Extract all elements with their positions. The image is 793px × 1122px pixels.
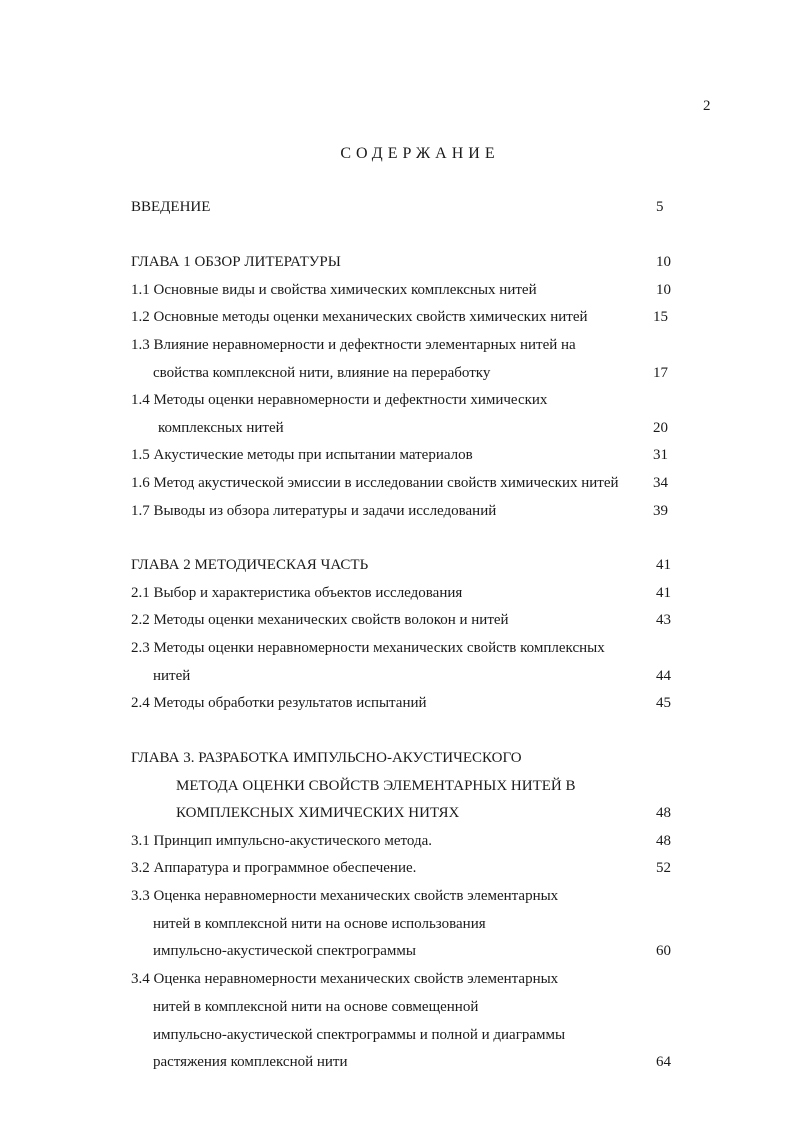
toc-entry-line: 3.4 Оценка неравномерности механических свойств элементарных xyxy=(131,971,559,987)
toc-entry-line: импульсно-акустической спектрограммы xyxy=(153,943,416,959)
toc-page-number: 5 xyxy=(656,199,664,215)
toc-entry-line: ГЛАВА 1 ОБЗОР ЛИТЕРАТУРЫ xyxy=(131,254,341,270)
toc-page-number: 39 xyxy=(653,503,668,519)
toc-page-number: 41 xyxy=(656,557,671,573)
toc-entry-line: 2.1 Выбор и характеристика объектов исследования xyxy=(131,585,463,601)
toc-entry-line: ВВЕДЕНИЕ xyxy=(131,199,211,215)
page-title: СОДЕРЖАНИЕ xyxy=(340,145,500,162)
toc-entry-line: 1.7 Выводы из обзора литературы и задачи исследований xyxy=(131,503,497,519)
toc-page-number: 64 xyxy=(656,1054,671,1070)
toc-page-number: 52 xyxy=(656,860,671,876)
toc-entry-line: ГЛАВА 3. РАЗРАБОТКА ИМПУЛЬСНО-АКУСТИЧЕСКОГО xyxy=(131,750,522,766)
toc-entry-line: 2.4 Методы обработки результатов испытаний xyxy=(131,695,427,711)
toc-page-number: 31 xyxy=(653,447,668,463)
toc-entry-line: 2.2 Методы оценки механических свойств волокон и нитей xyxy=(131,612,509,628)
toc-entry-line: импульсно-акустической спектрограммы и полной и диаграммы xyxy=(153,1027,566,1043)
toc-entry-line: ГЛАВА 2 МЕТОДИЧЕСКАЯ ЧАСТЬ xyxy=(131,557,369,573)
toc-page-number: 45 xyxy=(656,695,671,711)
toc-entry-line: комплексных нитей xyxy=(158,420,284,436)
toc-page-number: 48 xyxy=(656,833,671,849)
toc-entry-line: 1.5 Акустические методы при испытании материалов xyxy=(131,447,473,463)
toc-page-number: 10 xyxy=(656,254,671,270)
toc-page-number: 10 xyxy=(656,282,671,298)
toc-page-number: 17 xyxy=(653,365,668,381)
toc-entry-line: 1.1 Основные виды и свойства химических комплексных нитей xyxy=(131,282,537,298)
page-number: 2 xyxy=(703,98,711,114)
toc-page-number: 20 xyxy=(653,420,668,436)
toc-entry-line: свойства комплексной нити, влияние на переработку xyxy=(153,365,491,381)
toc-entry-line: 3.1 Принцип импульсно-акустического метода. xyxy=(131,833,432,849)
toc-entry-line: 1.6 Метод акустической эмиссии в исследовании свойств химических нитей xyxy=(131,475,619,491)
toc-entry-line: 1.4 Методы оценки неравномерности и дефектности химических xyxy=(131,392,548,408)
toc-entry-line: растяжения комплексной нити xyxy=(153,1054,348,1070)
toc-entry-line: 3.3 Оценка неравномерности механических свойств элементарных xyxy=(131,888,559,904)
toc-entry-line: нитей xyxy=(153,668,191,684)
toc-entry-line: 1.2 Основные методы оценки механических свойств химических нитей xyxy=(131,309,588,325)
toc-page-number: 15 xyxy=(653,309,668,325)
toc-page-number: 34 xyxy=(653,475,668,491)
toc-page-number: 43 xyxy=(656,612,671,628)
toc-page-number: 44 xyxy=(656,668,671,684)
toc-entry-line: КОМПЛЕКСНЫХ ХИМИЧЕСКИХ НИТЯХ xyxy=(176,805,460,821)
toc-entry-line: 3.2 Аппаратура и программное обеспечение. xyxy=(131,860,417,876)
toc-entry-line: 2.3 Методы оценки неравномерности механических свойств комплексных xyxy=(131,640,605,656)
toc-page-number: 60 xyxy=(656,943,671,959)
toc-entry-line: нитей в комплексной нити на основе использования xyxy=(153,916,486,932)
toc-entry-line: 1.3 Влияние неравномерности и дефектности элементарных нитей на xyxy=(131,337,576,353)
toc-page-number: 41 xyxy=(656,585,671,601)
toc-entry-line: нитей в комплексной нити на основе совмещенной xyxy=(153,999,479,1015)
toc-page-number: 48 xyxy=(656,805,671,821)
toc-entry-line: МЕТОДА ОЦЕНКИ СВОЙСТВ ЭЛЕМЕНТАРНЫХ НИТЕЙ В xyxy=(176,778,576,794)
